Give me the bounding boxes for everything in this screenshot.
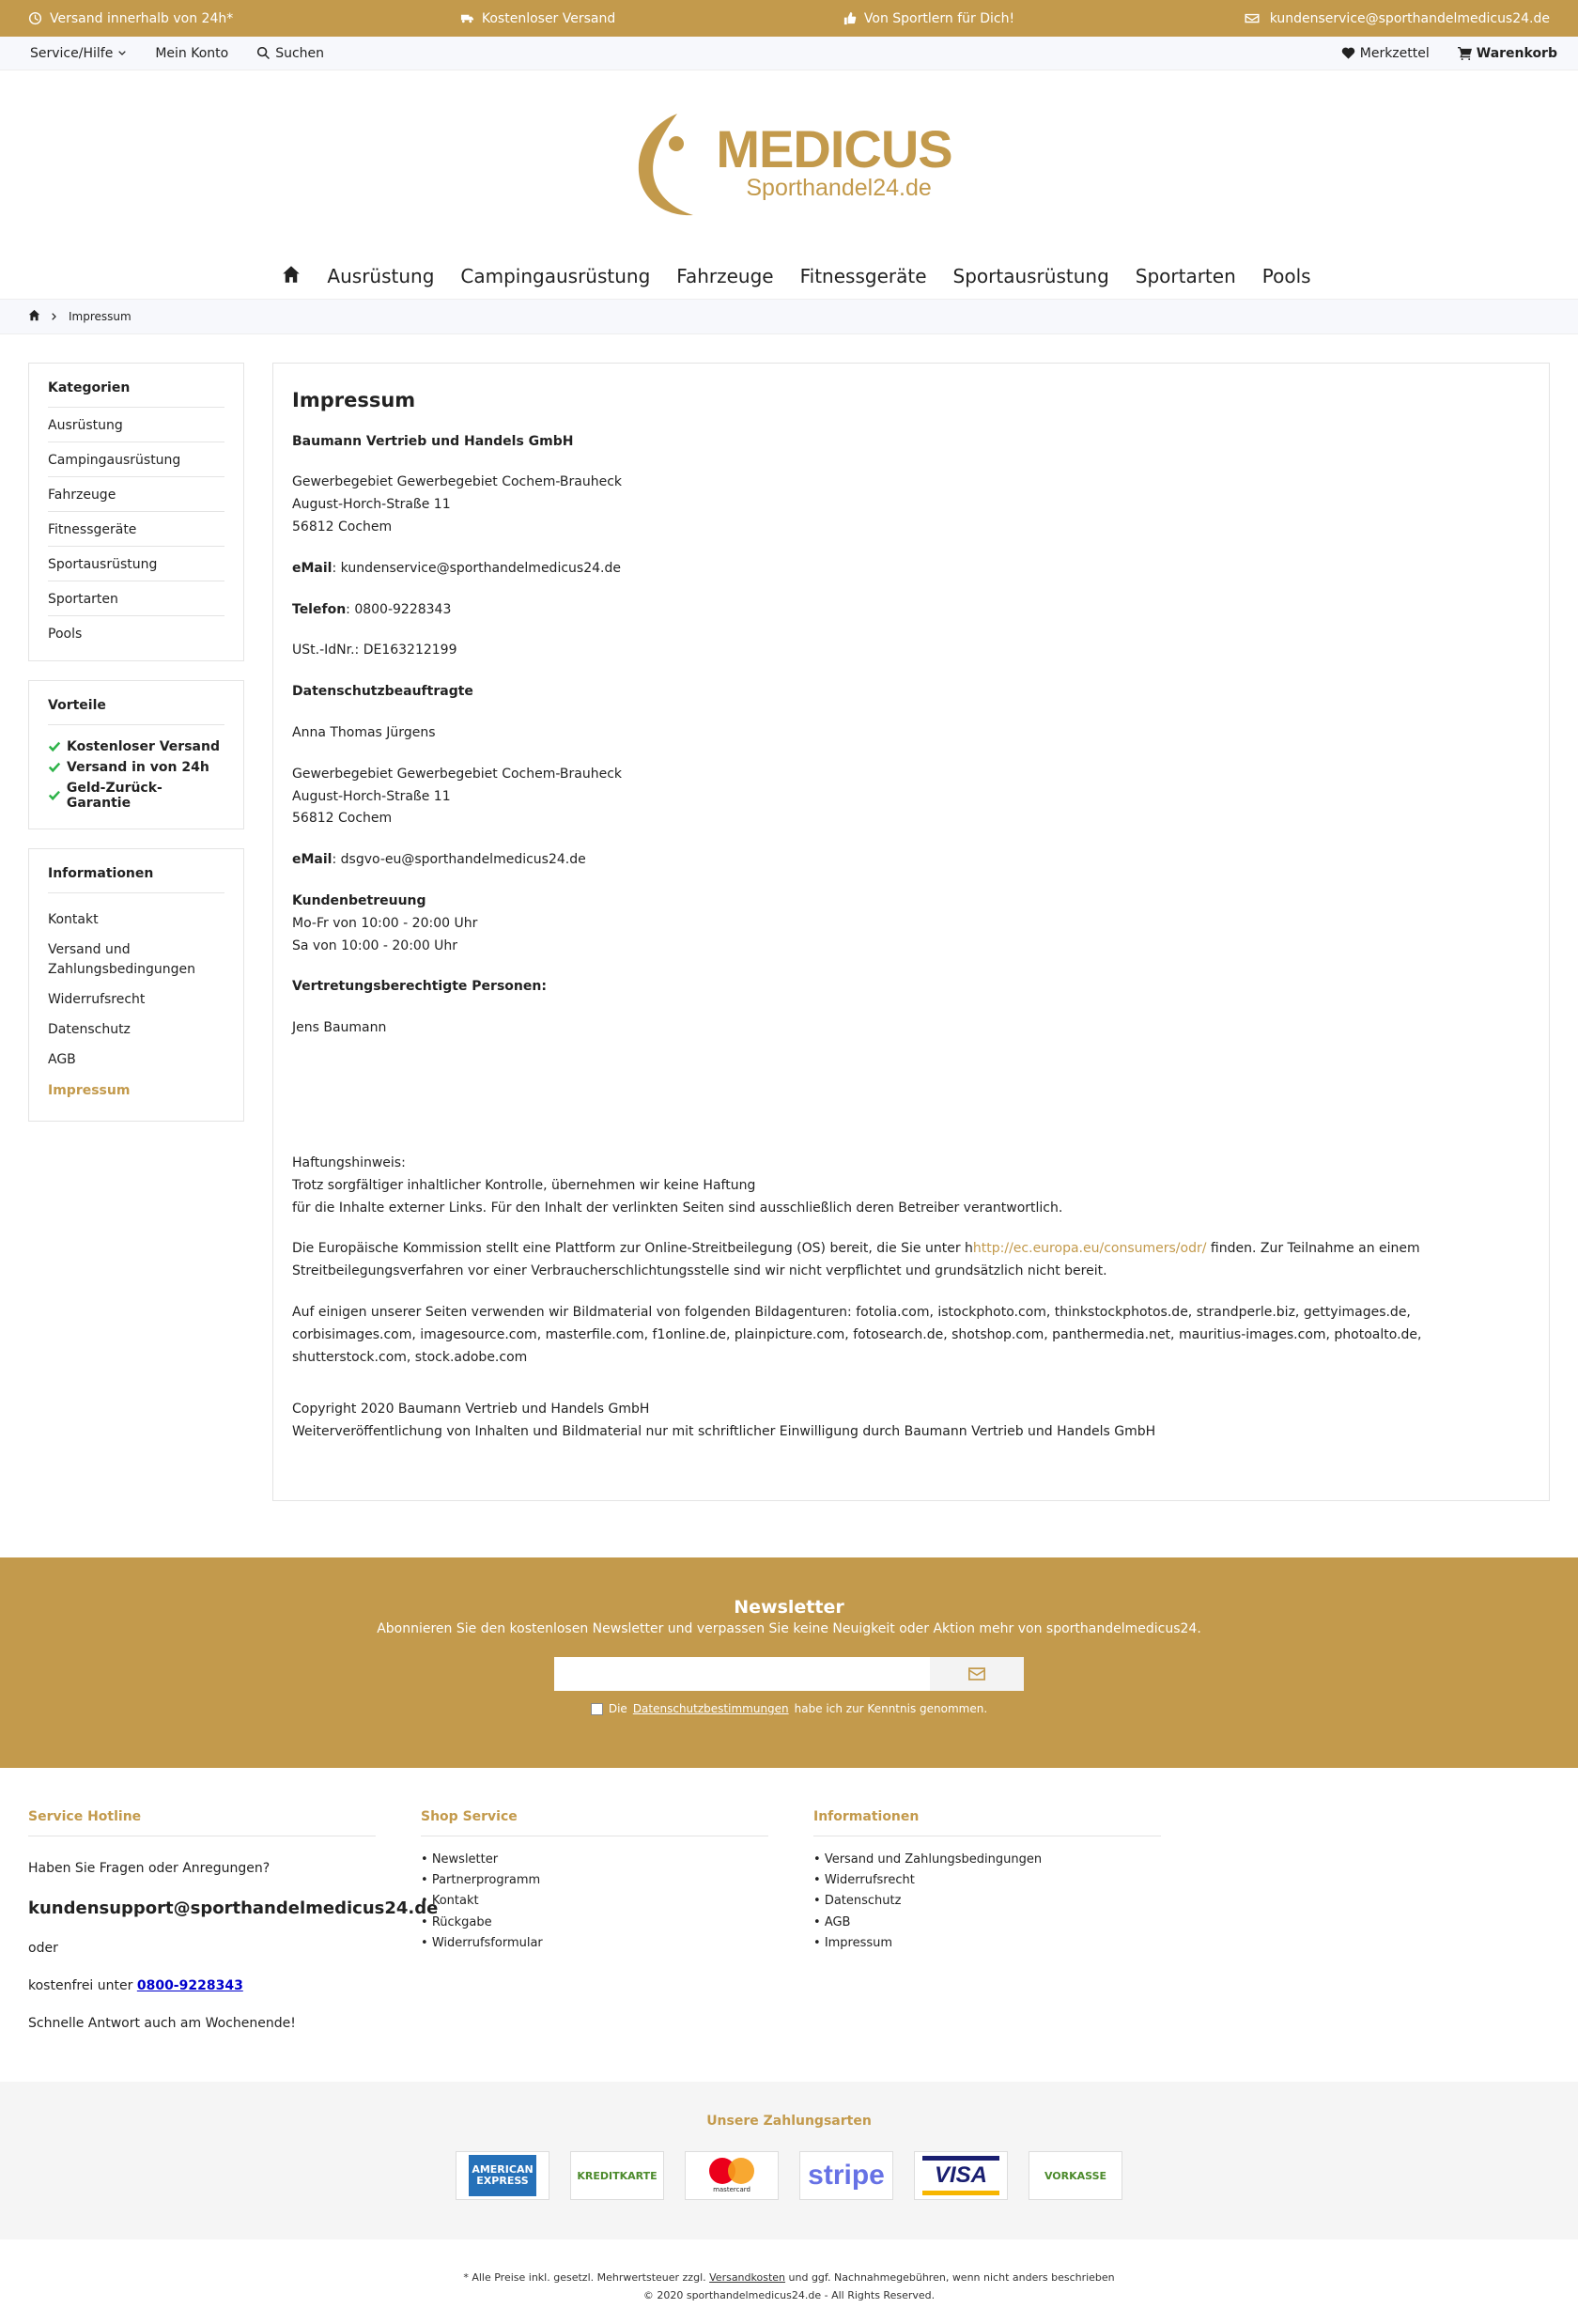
shop-service-column bbox=[421, 1809, 768, 2053]
liability-title: Haftungshinweis: bbox=[292, 1155, 406, 1171]
hotline-free-text: kostenfrei unter bbox=[28, 1978, 133, 1993]
impressum-content bbox=[272, 363, 1550, 1501]
envelope-icon bbox=[1242, 11, 1262, 25]
hotline-weekend: Schnelle Antwort auch am Wochenende! bbox=[28, 2016, 296, 2031]
address-line: 56812 Cochem bbox=[292, 519, 393, 535]
cart-label: Warenkorb bbox=[1476, 45, 1557, 61]
email-value: : dsgvo-eu@sporthandelmedicus24.de bbox=[332, 852, 586, 868]
odr-notice bbox=[292, 1238, 1530, 1283]
perk-item bbox=[48, 736, 224, 757]
shipping-time-text: Versand innerhalb von 24h* bbox=[50, 10, 234, 26]
vat-id: USt.-IdNr.: DE163212199 bbox=[292, 643, 457, 658]
search-icon bbox=[256, 46, 271, 60]
shop-service-title: Shop Service bbox=[421, 1809, 768, 1836]
representatives-title: Vertretungsberechtigte Personen: bbox=[292, 979, 547, 995]
privacy-policy-link[interactable]: Datenschutzbestimmungen bbox=[632, 1702, 789, 1715]
dpo-title: Datenschutzbeauftragte bbox=[292, 684, 473, 700]
breadcrumb bbox=[0, 299, 1578, 334]
home-icon bbox=[282, 265, 301, 284]
support-hours: Mo-Fr von 10:00 - 20:00 Uhr bbox=[292, 915, 478, 931]
athlete-logo-icon bbox=[626, 106, 710, 219]
service-email-text: kundenservice@sporthandelmedicus24.de bbox=[1269, 10, 1550, 26]
nav-item-ausruestung[interactable]: Ausrüstung bbox=[327, 265, 435, 287]
logo-subtitle: Sporthandel24.de bbox=[746, 174, 932, 201]
copyright-notice: © 2020 sporthandelmedicus24.de - All Rights Reserved. bbox=[642, 2289, 936, 2301]
sidebar-info-item[interactable]: Widerrufsrecht bbox=[48, 991, 146, 1007]
categories-title: Kategorien bbox=[48, 380, 224, 408]
free-shipping-text: Kostenloser Versand bbox=[481, 10, 616, 26]
nav-item-fitnessgeraete[interactable]: Fitnessgeräte bbox=[799, 265, 927, 287]
mastercard-logo bbox=[685, 2151, 779, 2200]
sidebar-category-item[interactable]: Sportarten bbox=[48, 581, 224, 616]
payment-methods-row bbox=[456, 2151, 1122, 2200]
thumbs-up-icon bbox=[843, 11, 857, 25]
logo-text bbox=[716, 118, 952, 202]
perks-box bbox=[28, 680, 244, 829]
image-sources: Auf einigen unserer Seiten verwenden wir Bildmaterial von folgenden Bildagenturen: fotolia.com, istockphoto.com, thinkstockphotos.de, strandperle.biz, gettyimages.de, corbisimages.com, imagesource.com, masterfile.com, f1online.de, plainpicture.com, fotosearch.de, shotshop.com, panthermedia.net, mauritius-images.com, photoalto.de, shutterstock.com, stock.adobe.com bbox=[292, 1305, 1422, 1365]
service-email-link[interactable] bbox=[1242, 11, 1550, 26]
utility-left bbox=[30, 46, 324, 61]
mastercard-label: mastercard bbox=[713, 2186, 750, 2193]
newsletter-title: Newsletter bbox=[734, 1597, 844, 1618]
visa-label: VISA bbox=[922, 2156, 999, 2195]
perk-label: Versand in von 24h bbox=[67, 760, 209, 775]
nav-item-campingausruestung[interactable]: Campingausrüstung bbox=[460, 265, 651, 287]
cart-link[interactable] bbox=[1458, 46, 1557, 61]
sidebar-info-item[interactable]: AGB bbox=[48, 1052, 76, 1068]
sidebar bbox=[28, 363, 244, 1501]
newsletter-section bbox=[0, 1557, 1578, 1768]
company-address bbox=[292, 472, 1530, 538]
email-value: : kundenservice@sporthandelmedicus24.de bbox=[332, 560, 621, 576]
footer-link[interactable]: • Partnerprogramm bbox=[421, 1870, 768, 1891]
hotline-free bbox=[28, 1978, 376, 1993]
phone-label: Telefon bbox=[292, 601, 347, 617]
address-line: Gewerbegebiet Gewerbegebiet Cochem-Brauheck bbox=[292, 766, 623, 782]
address-line: August-Horch-Straße 11 bbox=[292, 497, 451, 513]
stripe-label: stripe bbox=[808, 2160, 885, 2191]
odr-text: Die Europäische Kommission stellt eine Plattform zur Online-Streitbeilegung (OS) bereit, die Sie unter h bbox=[292, 1241, 973, 1257]
nav-item-sportausruestung[interactable]: Sportausrüstung bbox=[952, 265, 1109, 287]
nav-item-pools[interactable]: Pools bbox=[1261, 265, 1311, 287]
hotline-or: oder bbox=[28, 1941, 58, 1956]
perks-title: Vorteile bbox=[48, 698, 224, 725]
hotline-email[interactable]: kundensupport@sporthandelmedicus24.de bbox=[28, 1898, 439, 1918]
odr-text: finden. Zur Teilnahme an einem Streitbeilegungsverfahren vor einer Verbraucherschlichtungsstelle sind wir nicht verpflichtet und grundsätzlich nicht bereit. bbox=[292, 1241, 1420, 1279]
shopping-cart-icon bbox=[1458, 46, 1472, 60]
content-area bbox=[0, 334, 1578, 1501]
footer-link[interactable]: • Datenschutz bbox=[813, 1891, 1161, 1912]
free-shipping-notice bbox=[460, 11, 615, 26]
copyright-line: Weiterveröffentlichung von Inhalten und Bildmaterial nur mit schriftlicher Einwilligung durch Baumann Vertrieb und Handels GmbH bbox=[292, 1424, 1156, 1440]
sidebar-category-item[interactable]: Campingausrüstung bbox=[48, 442, 224, 477]
amex-logo bbox=[456, 2151, 549, 2200]
information-list bbox=[48, 893, 224, 1106]
utility-bar bbox=[0, 37, 1578, 70]
clock-icon bbox=[28, 11, 42, 25]
sidebar-info-item[interactable]: Datenschutz bbox=[48, 1022, 131, 1038]
footer-link[interactable]: • Widerrufsformular bbox=[421, 1933, 768, 1954]
chevron-right-icon bbox=[50, 312, 59, 321]
nav-item-sportarten[interactable]: Sportarten bbox=[1135, 265, 1236, 287]
hotline-title: Service Hotline bbox=[28, 1809, 376, 1836]
athletes-text: Von Sportlern für Dich! bbox=[863, 10, 1015, 26]
footer-link[interactable]: • Rückgabe bbox=[421, 1913, 768, 1933]
payment-methods-title: Unsere Zahlungsarten bbox=[706, 2114, 872, 2129]
sidebar-category-item[interactable]: Fahrzeuge bbox=[48, 477, 224, 512]
vorkasse-logo bbox=[1029, 2151, 1122, 2200]
mastercard-mark bbox=[709, 2158, 754, 2193]
checkmark-icon bbox=[48, 761, 61, 774]
phone-value: : 0800-9228343 bbox=[346, 601, 452, 617]
nav-item-fahrzeuge[interactable]: Fahrzeuge bbox=[676, 265, 774, 287]
footer bbox=[0, 1768, 1578, 2082]
categories-box bbox=[28, 363, 244, 661]
wishlist-label: Merkzettel bbox=[1359, 45, 1430, 61]
service-menu-button[interactable] bbox=[30, 46, 127, 61]
main-navigation bbox=[15, 254, 1578, 299]
page-title: Impressum bbox=[292, 389, 416, 411]
footer-link[interactable]: • Newsletter bbox=[421, 1850, 768, 1870]
liability-text: für die Inhalte externer Links. Für den Inhalt der verlinkten Seiten sind ausschließlich deren Betreiber verantwortlich. bbox=[292, 1200, 1063, 1216]
company-name: Baumann Vertrieb und Handels GmbH bbox=[292, 433, 574, 449]
company-phone bbox=[292, 599, 1530, 622]
shipping-costs-link[interactable]: Versandkosten bbox=[709, 2271, 786, 2284]
perk-label: Geld-Zurück-Garantie bbox=[66, 781, 162, 811]
address-line: Gewerbegebiet Gewerbegebiet Cochem-Brauheck bbox=[292, 474, 623, 490]
nav-home[interactable] bbox=[282, 265, 301, 288]
top-bar bbox=[0, 0, 1578, 37]
shop-service-list bbox=[421, 1850, 768, 1954]
sidebar-category-item[interactable]: Sportausrüstung bbox=[48, 547, 224, 581]
footer-information-list bbox=[813, 1850, 1161, 1954]
footer-link[interactable]: • Kontakt bbox=[421, 1891, 768, 1912]
shipping-time-notice bbox=[28, 11, 233, 26]
heart-icon bbox=[1341, 46, 1355, 60]
support-title: Kundenbetreuung bbox=[292, 893, 426, 909]
sidebar-info-item-active[interactable]: Impressum bbox=[48, 1082, 131, 1098]
footer-link[interactable]: • Widerrufsrecht bbox=[813, 1870, 1161, 1891]
kreditkarte-logo bbox=[570, 2151, 664, 2200]
search-label: Suchen bbox=[275, 45, 325, 61]
breadcrumb-current: Impressum bbox=[69, 310, 132, 323]
hotline-phone-link[interactable]: 0800-9228343 bbox=[136, 1978, 243, 1993]
newsletter-text: Abonnieren Sie den kostenlosen Newsletter und verpassen Sie keine Neuigkeit oder Aktion mehr von sporthandelmedicus24. bbox=[377, 1621, 1201, 1636]
truck-icon bbox=[460, 11, 474, 25]
liability-text: Trotz sorgfältiger inhaltlicher Kontrolle, übernehmen wir keine Haftung bbox=[292, 1177, 756, 1193]
spacer bbox=[292, 1059, 1530, 1153]
newsletter-form bbox=[554, 1657, 1024, 1691]
mastercard-circles-icon bbox=[709, 2158, 754, 2184]
company-email bbox=[292, 558, 1530, 581]
sidebar-info-item[interactable]: Versand und Zahlungsbedingungen bbox=[48, 942, 196, 977]
price-notice-text: * Alle Preise inkl. gesetzl. Mehrwertsteuer zzgl. bbox=[463, 2271, 706, 2284]
visa-logo bbox=[914, 2151, 1008, 2200]
consent-checkbox[interactable] bbox=[591, 1703, 603, 1715]
odr-link[interactable]: http://ec.europa.eu/consumers/odr/ bbox=[972, 1241, 1207, 1257]
email-label: eMail bbox=[292, 560, 333, 576]
sidebar-category-item[interactable]: Fitnessgeräte bbox=[48, 512, 224, 547]
checkmark-icon bbox=[48, 789, 61, 802]
chevron-down-icon bbox=[117, 49, 127, 58]
newsletter-submit-button[interactable] bbox=[930, 1657, 1024, 1691]
address-line: August-Horch-Straße 11 bbox=[292, 788, 451, 804]
price-notice bbox=[463, 2271, 1114, 2284]
copyright-line: Copyright 2020 Baumann Vertrieb und Handels GmbH bbox=[292, 1402, 650, 1418]
footer-link[interactable]: • AGB bbox=[813, 1913, 1161, 1933]
perk-label: Kostenloser Versand bbox=[67, 739, 220, 754]
sidebar-category-item[interactable]: Pools bbox=[48, 627, 83, 642]
sidebar-info-item[interactable]: Kontakt bbox=[48, 912, 99, 927]
home-icon bbox=[28, 309, 40, 321]
information-box bbox=[28, 848, 244, 1122]
consent-text: Die bbox=[608, 1702, 627, 1715]
perk-item bbox=[48, 778, 224, 813]
payment-methods-section bbox=[0, 2082, 1578, 2239]
price-notice-text: und ggf. Nachnahmegebühren, wenn nicht anders beschrieben bbox=[788, 2271, 1115, 2284]
dpo-name: Anna Thomas Jürgens bbox=[292, 725, 436, 741]
perks-list bbox=[48, 725, 224, 813]
service-hotline-column bbox=[28, 1809, 439, 2053]
consent-text: habe ich zur Kenntnis genommen. bbox=[794, 1702, 988, 1715]
logo-title: MEDICUS bbox=[716, 118, 952, 178]
newsletter-email-input[interactable] bbox=[554, 1657, 930, 1691]
support-hours: Sa von 10:00 - 20:00 Uhr bbox=[292, 937, 458, 953]
envelope-icon bbox=[968, 1667, 985, 1681]
dpo-email bbox=[292, 849, 1530, 872]
my-account-label: Mein Konto bbox=[155, 45, 229, 61]
copyright bbox=[292, 1399, 1530, 1444]
search-button[interactable] bbox=[256, 46, 324, 61]
liability-notice bbox=[292, 1153, 1530, 1219]
stripe-logo bbox=[799, 2151, 893, 2200]
amex-label: AMERICAN EXPRESS bbox=[469, 2155, 536, 2196]
footer-link[interactable]: • Versand und Zahlungsbedingungen bbox=[813, 1850, 1161, 1870]
service-menu-label: Service/Hilfe bbox=[30, 45, 114, 61]
wishlist-link[interactable] bbox=[1341, 46, 1430, 61]
footer-link[interactable]: • Impressum bbox=[813, 1933, 1161, 1954]
newsletter-consent bbox=[591, 1702, 987, 1715]
customer-support bbox=[292, 891, 1530, 957]
my-account-link[interactable] bbox=[155, 46, 228, 61]
footer-information-title: Informationen bbox=[813, 1809, 1161, 1836]
address-line: 56812 Cochem bbox=[292, 811, 393, 827]
checkmark-icon bbox=[48, 740, 61, 753]
perk-item bbox=[48, 757, 224, 778]
footer-information-column bbox=[813, 1809, 1161, 2053]
athletes-notice bbox=[843, 11, 1014, 26]
kreditkarte-label: KREDITKARTE bbox=[577, 2169, 658, 2182]
breadcrumb-home[interactable] bbox=[28, 309, 40, 324]
utility-right bbox=[1341, 46, 1557, 61]
information-title: Informationen bbox=[48, 866, 224, 893]
dpo-address bbox=[292, 764, 1530, 830]
vorkasse-label: VORKASSE bbox=[1044, 2169, 1107, 2182]
categories-list bbox=[48, 408, 224, 645]
logo-area bbox=[0, 70, 1578, 254]
email-label: eMail bbox=[292, 852, 333, 868]
site-logo[interactable] bbox=[626, 106, 951, 219]
hotline-question: Haben Sie Fragen oder Anregungen? bbox=[28, 1861, 271, 1876]
representative-name: Jens Baumann bbox=[292, 1020, 387, 1036]
sidebar-category-item[interactable]: Ausrüstung bbox=[48, 408, 224, 442]
